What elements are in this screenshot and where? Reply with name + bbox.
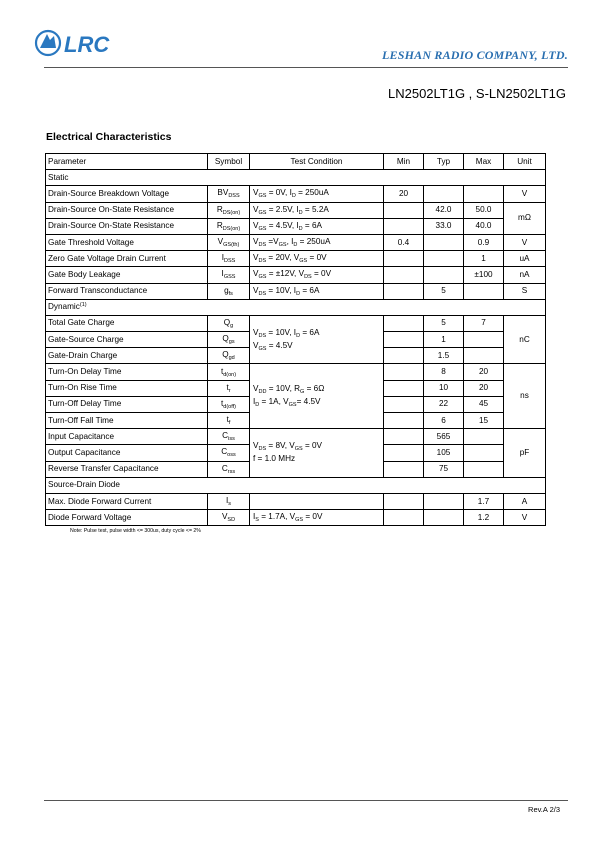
max-cell: 20 <box>464 380 504 396</box>
table-row <box>46 283 546 299</box>
part-number: LN2502LT1G , S-LN2502LT1G <box>387 86 566 101</box>
param-cell: Reverse Transfer Capacitance <box>46 461 208 477</box>
max-cell: ±100 <box>464 267 504 283</box>
table-row <box>46 493 546 509</box>
symbol-cell: $I_{GSS}$ <box>208 267 250 283</box>
condition-cell: $V_{GS} = \pm 12V$, $V_{DS} = 0V$ <box>250 267 384 283</box>
symbol-cell: $t_f$ <box>208 413 250 429</box>
param-cell: Forward Transconductance <box>46 283 208 299</box>
param-cell: Turn-On Rise Time <box>46 380 208 396</box>
param-cell: Gate Threshold Voltage <box>46 234 208 250</box>
param-cell: Turn-Off Delay Time <box>46 396 208 412</box>
min-cell <box>384 267 424 283</box>
typ-cell: 1 <box>424 332 464 348</box>
typ-cell: 565 <box>424 429 464 445</box>
param-cell: Output Capacitance <box>46 445 208 461</box>
param-cell: Drain-Source On-State Resistance <box>46 202 208 218</box>
unit-cell: uA <box>504 251 546 267</box>
table-row <box>46 315 546 331</box>
header-rule <box>44 67 568 68</box>
max-cell: 1.7 <box>464 493 504 509</box>
max-cell: 0.9 <box>464 234 504 250</box>
lrc-logo <box>34 26 138 60</box>
param-cell: Input Capacitance <box>46 429 208 445</box>
typ-cell: 8 <box>424 364 464 380</box>
typ-cell: 42.0 <box>424 202 464 218</box>
param-cell: Turn-On Delay Time <box>46 364 208 380</box>
typ-cell: 5 <box>424 283 464 299</box>
section-title: Electrical Characteristics <box>46 131 172 143</box>
condition-cell: $V_{DS} = 10V$, $I_D = 6A$ <box>250 283 384 299</box>
group-row <box>46 299 546 315</box>
max-cell: 7 <box>464 315 504 331</box>
typ-cell: 10 <box>424 380 464 396</box>
min-cell: 0.4 <box>384 234 424 250</box>
unit-cell: S <box>504 283 546 299</box>
group-label: Dynamic$^{(1)}$ <box>46 299 546 315</box>
typ-cell: 1.5 <box>424 348 464 364</box>
group-row <box>46 170 546 186</box>
min-cell <box>384 283 424 299</box>
footer-rule <box>44 800 568 801</box>
condition-cell: $V_{DS} = 10V$, $I_D = 6A$ $V_{GS} = 4.5V$ <box>250 315 384 364</box>
col-header: Symbol <box>208 154 250 170</box>
group-label: Source-Drain Diode <box>46 477 546 493</box>
condition-cell: $V_{DS} = 8V$, $V_{GS} = 0V$ f = 1.0 MHz <box>250 429 384 478</box>
min-cell <box>384 218 424 234</box>
symbol-cell: $R_{DS(on)}$ <box>208 202 250 218</box>
condition-cell: $V_{DS} = 20V$, $V_{GS} = 0V$ <box>250 251 384 267</box>
max-cell: 45 <box>464 396 504 412</box>
param-cell: Max. Diode Forward Current <box>46 493 208 509</box>
max-cell: 1.2 <box>464 510 504 526</box>
typ-cell <box>424 267 464 283</box>
symbol-cell: $g_{fs}$ <box>208 283 250 299</box>
symbol-cell: $V_{GS(th)}$ <box>208 234 250 250</box>
max-cell <box>464 348 504 364</box>
unit-cell: V <box>504 234 546 250</box>
col-header: Test Condition <box>250 154 384 170</box>
typ-cell: 6 <box>424 413 464 429</box>
min-cell <box>384 202 424 218</box>
min-cell: 20 <box>384 186 424 202</box>
col-header: Typ <box>424 154 464 170</box>
typ-cell <box>424 251 464 267</box>
symbol-cell: $Q_{gd}$ <box>208 348 250 364</box>
revision-label: Rev.A 2/3 <box>528 805 560 814</box>
table-header-row <box>46 154 546 170</box>
table-row <box>46 218 546 234</box>
symbol-cell: $I_{DSS}$ <box>208 251 250 267</box>
param-cell: Diode Forward Voltage <box>46 510 208 526</box>
symbol-cell: $C_{rss}$ <box>208 461 250 477</box>
table-row <box>46 186 546 202</box>
condition-cell: $V_{GS} = 4.5V$, $I_D = 6A$ <box>250 218 384 234</box>
unit-cell: nA <box>504 267 546 283</box>
max-cell <box>464 186 504 202</box>
typ-cell: 22 <box>424 396 464 412</box>
company-name: LESHAN RADIO COMPANY, LTD. <box>381 48 568 62</box>
unit-cell: pF <box>504 429 546 478</box>
logo-text: LRC <box>64 32 110 57</box>
unit-cell: nC <box>504 315 546 364</box>
max-cell <box>464 283 504 299</box>
footnote: Note: Pulse test, pulse width <= 300us, duty cycle <= 2% <box>70 528 201 534</box>
typ-cell: 105 <box>424 445 464 461</box>
max-cell: 50.0 <box>464 202 504 218</box>
min-cell <box>384 251 424 267</box>
param-cell: Gate-Drain Charge <box>46 348 208 364</box>
symbol-cell: $R_{DS(on)}$ <box>208 218 250 234</box>
param-cell: Total Gate Charge <box>46 315 208 331</box>
max-cell: 20 <box>464 364 504 380</box>
unit-cell: ns <box>504 364 546 429</box>
table-row <box>46 510 546 526</box>
max-cell: 15 <box>464 413 504 429</box>
table-row <box>46 267 546 283</box>
unit-cell: A <box>504 493 546 509</box>
table-row <box>46 251 546 267</box>
typ-cell: 5 <box>424 315 464 331</box>
electrical-characteristics-table <box>45 153 546 526</box>
param-cell: Gate Body Leakage <box>46 267 208 283</box>
col-header: Parameter <box>46 154 208 170</box>
unit-cell: V <box>504 510 546 526</box>
symbol-cell: $BV_{DSS}$ <box>208 186 250 202</box>
param-cell: Drain-Source Breakdown Voltage <box>46 186 208 202</box>
symbol-cell: $t_r$ <box>208 380 250 396</box>
condition-cell <box>250 493 384 509</box>
symbol-cell: $t_{d(on)}$ <box>208 364 250 380</box>
condition-cell: $V_{GS} = 0V$, $I_D = 250uA$ <box>250 186 384 202</box>
typ-cell: 33.0 <box>424 218 464 234</box>
col-header: Unit <box>504 154 546 170</box>
table-row <box>46 234 546 250</box>
param-cell: Turn-Off Fall Time <box>46 413 208 429</box>
col-header: Max <box>464 154 504 170</box>
table-row <box>46 202 546 218</box>
max-cell: 1 <box>464 251 504 267</box>
condition-cell: $I_S = 1.7A$, $V_{GS} = 0V$ <box>250 510 384 526</box>
typ-cell <box>424 234 464 250</box>
max-cell <box>464 332 504 348</box>
condition-cell: $V_{DD} = 10V$, $R_G = 6\Omega$ $I_D = 1A$, $V_{GS}= 4.5V$ <box>250 364 384 429</box>
symbol-cell: $C_{oss}$ <box>208 445 250 461</box>
param-cell: Gate-Source Charge <box>46 332 208 348</box>
symbol-cell: $Q_{gs}$ <box>208 332 250 348</box>
table-row <box>46 364 546 380</box>
unit-cell: mΩ <box>504 202 546 234</box>
typ-cell: 75 <box>424 461 464 477</box>
table-row <box>46 429 546 445</box>
param-cell: Drain-Source On-State Resistance <box>46 218 208 234</box>
unit-cell: V <box>504 186 546 202</box>
max-cell: 40.0 <box>464 218 504 234</box>
group-label: Static <box>46 170 546 186</box>
param-cell: Zero Gate Voltage Drain Current <box>46 251 208 267</box>
symbol-cell: $C_{iss}$ <box>208 429 250 445</box>
symbol-cell: $I_s$ <box>208 493 250 509</box>
symbol-cell: $V_{SD}$ <box>208 510 250 526</box>
symbol-cell: $t_{d(off)}$ <box>208 396 250 412</box>
symbol-cell: $Q_g$ <box>208 315 250 331</box>
col-header: Min <box>384 154 424 170</box>
typ-cell <box>424 186 464 202</box>
condition-cell: $V_{DS} =V_{GS}$, $I_D = 250uA$ <box>250 234 384 250</box>
group-row <box>46 477 546 493</box>
condition-cell: $V_{GS} = 2.5V$, $I_D = 5.2A$ <box>250 202 384 218</box>
